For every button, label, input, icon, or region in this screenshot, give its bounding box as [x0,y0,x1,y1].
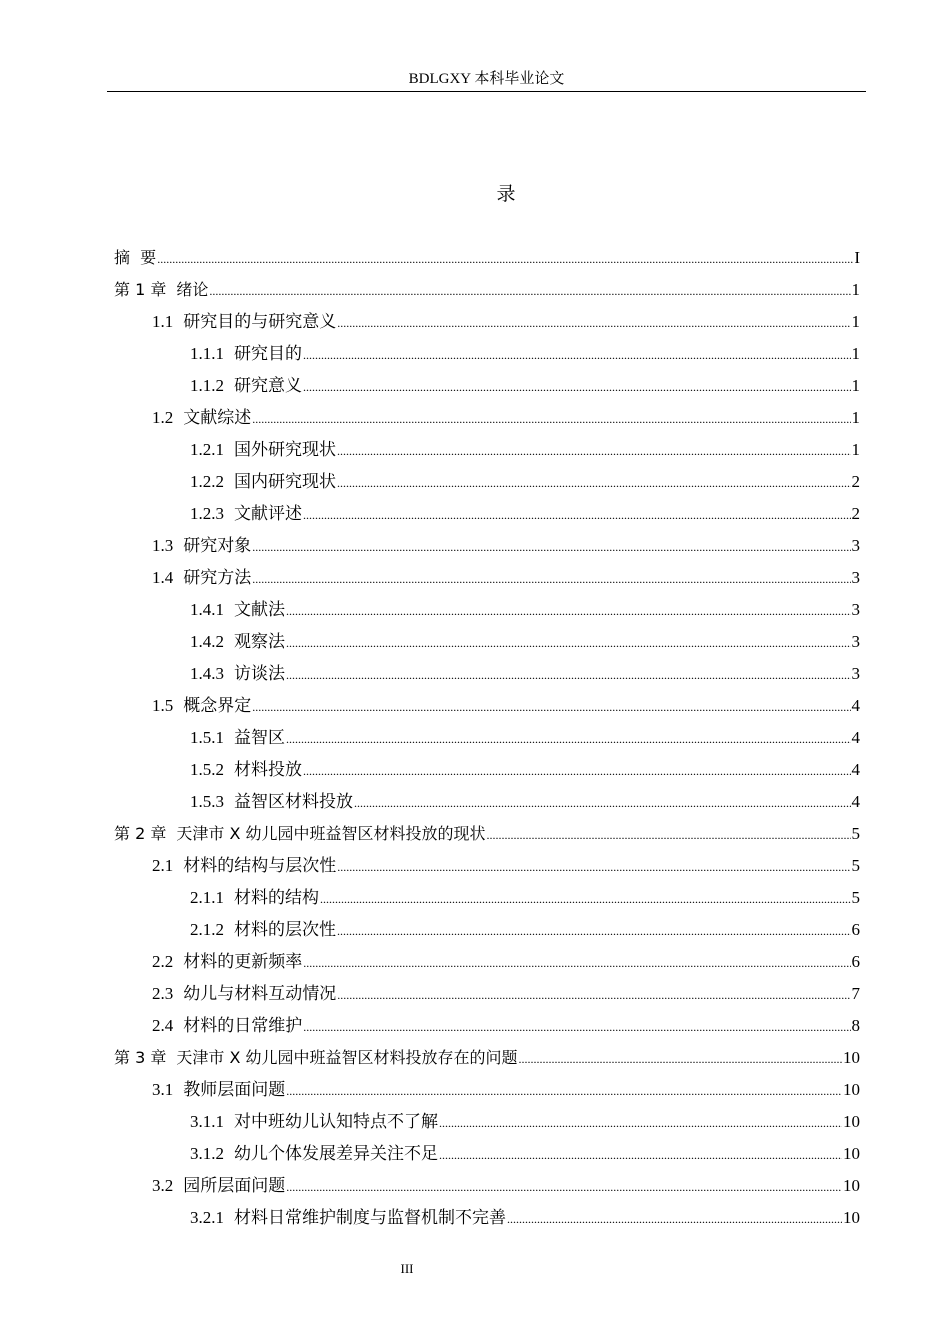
toc-entry-number: 3.2 [152,1176,174,1195]
toc-entry-title: 研究目的与研究意义 [183,312,337,331]
toc-entry-page: 4 [851,760,860,779]
toc-entry-label [190,1141,438,1167]
toc-entry-title: 概念界定 [183,696,252,715]
toc-entry[interactable] [114,693,860,725]
toc-leader-dots [252,566,850,592]
toc-entry[interactable] [114,1077,860,1109]
toc-entry[interactable] [114,917,860,949]
toc-entry[interactable] [114,725,860,757]
header-rule [107,91,866,92]
toc-entry-number: 1.5.3 [190,792,224,811]
toc-leader-dots [354,790,851,816]
toc-entry[interactable] [114,597,860,629]
toc-leader-dots [303,758,851,784]
toc-entry-page: 5 [851,856,860,875]
toc-leader-dots [286,598,851,624]
toc-entry[interactable] [114,501,860,533]
toc-entry-label [190,757,302,783]
toc-entry-title: 材料的更新频率 [183,952,303,971]
toc-entry-page: 2 [851,504,860,523]
toc-entry-title: 材料的结构 [234,888,319,907]
toc-entry-label [152,309,336,335]
toc-entry-number: 1.1 [152,312,174,331]
toc-entry[interactable] [114,629,860,661]
toc-entry-label [190,661,285,687]
toc-entry-title: 幼儿个体发展差异关注不足 [234,1144,438,1163]
toc-entry-number: 2.1.2 [190,920,224,939]
toc-entry-label [152,1013,302,1039]
toc-entry-title: 访谈法 [234,664,285,683]
toc-entry-label [114,1045,518,1071]
toc-entry-page: 2 [851,472,860,491]
toc-entry-title: 材料的日常维护 [183,1016,303,1035]
toc-leader-dots [487,822,851,848]
toc-leader-dots [303,950,850,976]
toc-entry-page: 3 [851,664,860,683]
toc-entry[interactable] [114,469,860,501]
toc-entry[interactable] [114,1109,860,1141]
running-header: BDLGXY 本科毕业论文 [408,71,565,87]
toc-entry-page: 1 [851,312,860,331]
toc-entry-title: 文献法 [234,600,285,619]
toc-leader-dots [286,1174,842,1200]
toc-entry-label [190,597,285,623]
toc-entry-title: 天津市 X 幼儿园中班益智区材料投放存在的问题 [176,1048,518,1067]
toc-entry-page: 6 [851,952,860,971]
toc-entry-page: 10 [843,1080,860,1099]
toc-entry-number: 1.5.1 [190,728,224,747]
toc-entry-label [190,885,319,911]
toc-entry-label [152,1173,285,1199]
toc-leader-dots [337,310,850,336]
toc-entry-label [114,245,156,271]
toc-entry-page: 3 [851,600,860,619]
toc-entry-number: 第 3 章 [114,1048,167,1067]
toc-entry-title: 天津市 X 幼儿园中班益智区材料投放的现状 [176,824,486,843]
toc-leader-dots [337,918,851,944]
page-number: III [400,1261,414,1276]
toc-entry[interactable] [114,309,860,341]
toc-entry-label [152,405,251,431]
toc-entry-page: 10 [843,1144,860,1163]
toc-entry-page: 6 [851,920,860,939]
toc-entry[interactable] [114,821,860,853]
toc-entry-label [190,437,336,463]
toc-entry[interactable] [114,1141,860,1173]
toc-entry-page: 4 [851,728,860,747]
toc-entry-number: 1.4 [152,568,174,587]
toc-entry-label [152,981,336,1007]
toc-leader-dots [337,438,851,464]
toc-entry[interactable] [114,949,860,981]
toc-entry-number: 1.1.2 [190,376,224,395]
toc-entry-title: 对中班幼儿认知特点不了解 [234,1112,438,1131]
toc-entry-title: 文献评述 [234,504,302,523]
toc-entry[interactable] [114,1013,860,1045]
toc-entry-page: I [854,248,860,267]
toc-entry-title: 研究目的 [234,344,302,363]
toc-entry[interactable] [114,661,860,693]
toc-entry[interactable] [114,1205,860,1237]
toc-leader-dots [439,1142,842,1168]
toc-entry-label [152,949,302,975]
toc-entry-number: 3.2.1 [190,1208,224,1227]
toc-entry-label [190,469,336,495]
toc-entry-title: 观察法 [234,632,285,651]
toc-entry-title: 材料日常维护制度与监督机制不完善 [234,1208,506,1227]
toc-entry[interactable] [114,1173,860,1205]
toc-entry-number: 3.1.1 [190,1112,224,1131]
toc-leader-dots [157,246,853,272]
toc-entry-page: 5 [851,824,860,843]
toc-leader-dots [286,630,851,656]
toc-entry[interactable] [114,981,860,1013]
toc-entry-label [190,1109,438,1135]
toc-entry-label [190,629,285,655]
toc-entry[interactable] [114,341,860,373]
toc-entry-page: 3 [851,536,860,555]
toc-leader-dots [303,342,851,368]
toc-entry-label [190,501,302,527]
toc-entry-label [152,693,251,719]
toc-leader-dots [252,534,850,560]
toc-entry-number: 2.3 [152,984,174,1003]
toc-entry-number: 第 1 章 [114,280,167,299]
toc-entry-page: 5 [851,888,860,907]
toc-entry-number: 3.1 [152,1080,174,1099]
toc-entry[interactable] [114,533,860,565]
toc-entry-page: 4 [851,792,860,811]
toc-entry-page: 1 [851,344,860,363]
toc-leader-dots [519,1046,843,1072]
toc-entry-title: 益智区 [234,728,285,747]
toc-leader-dots [209,278,850,304]
toc-entry-title: 国内研究现状 [234,472,336,491]
toc-leader-dots [507,1206,842,1232]
toc-entry[interactable] [114,885,860,917]
toc-entry-page: 1 [851,440,860,459]
toc-entry-title: 教师层面问题 [183,1080,286,1099]
toc-entry-page: 1 [851,408,860,427]
toc-entry-number: 第 2 章 [114,824,167,843]
toc-entry-page: 10 [843,1208,860,1227]
toc-leader-dots [320,886,851,912]
toc-entry-title: 研究意义 [234,376,302,395]
toc-entry-number: 1.3 [152,536,174,555]
toc-entry-label [152,533,251,559]
toc-entry-page: 1 [851,376,860,395]
toc-entry-number: 1.1.1 [190,344,224,363]
toc-entry-title: 材料的层次性 [234,920,336,939]
toc-leader-dots [252,694,850,720]
toc-leader-dots [303,502,851,528]
toc-entry-number: 1.4.2 [190,632,224,651]
toc-leader-dots [286,662,851,688]
toc-entry-number: 2.4 [152,1016,174,1035]
toc-entry-number: 2.1 [152,856,174,875]
toc-entry[interactable] [114,245,860,277]
toc-entry-label [190,917,336,943]
toc-entry-page: 8 [851,1016,860,1035]
toc-entry[interactable] [114,789,860,821]
toc-entry-number: 1.2.1 [190,440,224,459]
toc-entry-title: 园所层面问题 [183,1176,286,1195]
toc-entry-number: 1.4.3 [190,664,224,683]
table-of-contents [114,245,860,1237]
toc-entry[interactable] [114,405,860,437]
toc-entry[interactable] [114,853,860,885]
toc-entry-number: 1.5 [152,696,174,715]
toc-entry[interactable] [114,437,860,469]
toc-entry-label [190,341,302,367]
toc-entry-label [190,725,285,751]
toc-title: 录 [496,184,516,205]
toc-leader-dots [337,854,850,880]
toc-entry-number: 1.2 [152,408,174,427]
toc-entry-title: 研究方法 [183,568,252,587]
toc-entry-page: 3 [851,568,860,587]
toc-leader-dots [286,726,851,752]
toc-leader-dots [337,470,851,496]
toc-entry-number: 2.2 [152,952,174,971]
toc-entry-title: 益智区材料投放 [234,792,353,811]
toc-entry-title: 研究对象 [183,536,252,555]
toc-entry-number: 1.2.2 [190,472,224,491]
toc-leader-dots [439,1110,842,1136]
toc-entry-page: 10 [843,1112,860,1131]
toc-entry[interactable] [114,277,860,309]
toc-leader-dots [286,1078,842,1104]
toc-entry-page: 7 [851,984,860,1003]
toc-entry-title: 材料投放 [234,760,302,779]
toc-entry-label [190,789,353,815]
toc-entry-number: 1.4.1 [190,600,224,619]
toc-entry-number: 2.1.1 [190,888,224,907]
toc-entry-label [152,565,251,591]
toc-entry-label [190,373,302,399]
toc-entry[interactable] [114,373,860,405]
toc-entry[interactable] [114,565,860,597]
toc-entry-page: 10 [843,1048,860,1067]
toc-entry-page: 10 [843,1176,860,1195]
toc-leader-dots [303,1014,850,1040]
toc-entry-label [114,821,486,847]
toc-leader-dots [303,374,851,400]
toc-entry-label [152,853,336,879]
toc-leader-dots [252,406,850,432]
toc-entry-label [114,277,208,303]
toc-entry[interactable] [114,757,860,789]
toc-entry-number: 1.2.3 [190,504,224,523]
toc-entry-page: 4 [851,696,860,715]
toc-entry-number: 3.1.2 [190,1144,224,1163]
toc-entry-title: 幼儿与材料互动情况 [183,984,337,1003]
toc-entry-page: 1 [851,280,860,299]
toc-entry-title: 摘 要 [114,248,157,267]
toc-entry-title: 国外研究现状 [234,440,336,459]
toc-entry-page: 3 [851,632,860,651]
toc-entry-title: 文献综述 [183,408,252,427]
toc-entry-title: 材料的结构与层次性 [183,856,337,875]
toc-entry-label [152,1077,285,1103]
toc-entry[interactable] [114,1045,860,1077]
toc-leader-dots [337,982,850,1008]
toc-entry-title: 绪论 [176,280,209,299]
toc-entry-label [190,1205,506,1231]
toc-entry-number: 1.5.2 [190,760,224,779]
